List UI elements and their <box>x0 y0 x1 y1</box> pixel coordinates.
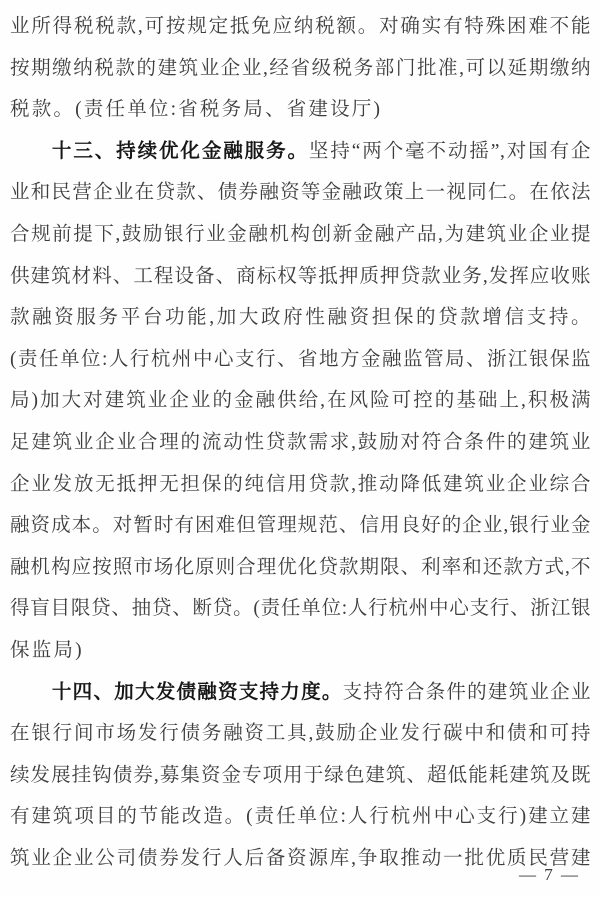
paragraph-line: 融资成本。对暂时有困难但管理规范、信用良好的企业,银行业金 <box>10 515 591 537</box>
page-number: — 7 — <box>519 865 580 884</box>
section-heading-14: 十四、加大发债融资支持力度。 <box>51 680 343 703</box>
paragraph-line: 足建筑业企业合理的流动性贷款需求,鼓励对符合条件的建筑业 <box>10 431 591 453</box>
section-heading-line-14 <box>10 672 591 714</box>
paragraph-line: 款融资服务平台功能,加大政府性融资担保的贷款增信支持。 <box>10 307 591 329</box>
paragraph-line: 供建筑材料、工程设备、商标权等抵押质押贷款业务,发挥应收账 <box>10 265 591 287</box>
paragraph-line: 业和民营企业在贷款、债券融资等金融政策上一视同仁。在依法 <box>10 182 591 204</box>
paragraph-line: 在银行间市场发行债务融资工具,鼓励企业发行碳中和债和可持 <box>10 723 591 745</box>
paragraph-line: 局)加大对建筑业企业的金融供给,在风险可控的基础上,积极满 <box>10 390 591 412</box>
paragraph-line: 有建筑项目的节能改造。(责任单位:人行杭州中心支行)建立建 <box>10 806 591 828</box>
paragraph-line-responsible-unit: 保监局) <box>10 639 84 661</box>
paragraph-line: 续发展挂钩债券,募集资金专项用于绿色建筑、超低能耗建筑及既 <box>10 764 591 786</box>
paragraph-line: 融机构应按照市场化原则合理优化贷款期限、利率和还款方式,不 <box>10 556 591 578</box>
paragraph-line: 按期缴纳税款的建筑业企业,经省级税务部门批准,可以延期缴纳 <box>10 57 591 79</box>
paragraph-line: 业所得税税款,可按规定抵免应纳税额。对确实有特殊困难不能 <box>10 16 591 37</box>
paragraph-line-responsible-unit: 税款。(责任单位:省税务局、省建设厅) <box>10 99 383 121</box>
section-heading-13: 十三、持续优化金融服务。 <box>51 139 309 162</box>
paragraph-line: 合规前提下,鼓励银行业金融机构创新金融产品,为建筑业企业提 <box>10 223 591 245</box>
paragraph-text: 支持符合条件的建筑业企业 <box>342 681 591 703</box>
section-heading-line-13 <box>10 131 591 173</box>
paragraph-line-responsible-unit: (责任单位:人行杭州中心支行、省地方金融监管局、浙江银保监 <box>10 348 591 370</box>
paragraph-line: 得盲目限贷、抽贷、断贷。(责任单位:人行杭州中心支行、浙江银 <box>10 598 591 620</box>
paragraph-line: 企业发放无抵押无担保的纯信用贷款,推动降低建筑业企业综合 <box>10 473 591 495</box>
paragraph-line: 筑业企业公司债券发行人后备资源库,争取推动一批优质民营建 <box>10 847 591 869</box>
paragraph-text: 坚持“两个毫不动摇”,对国有企 <box>308 140 591 162</box>
